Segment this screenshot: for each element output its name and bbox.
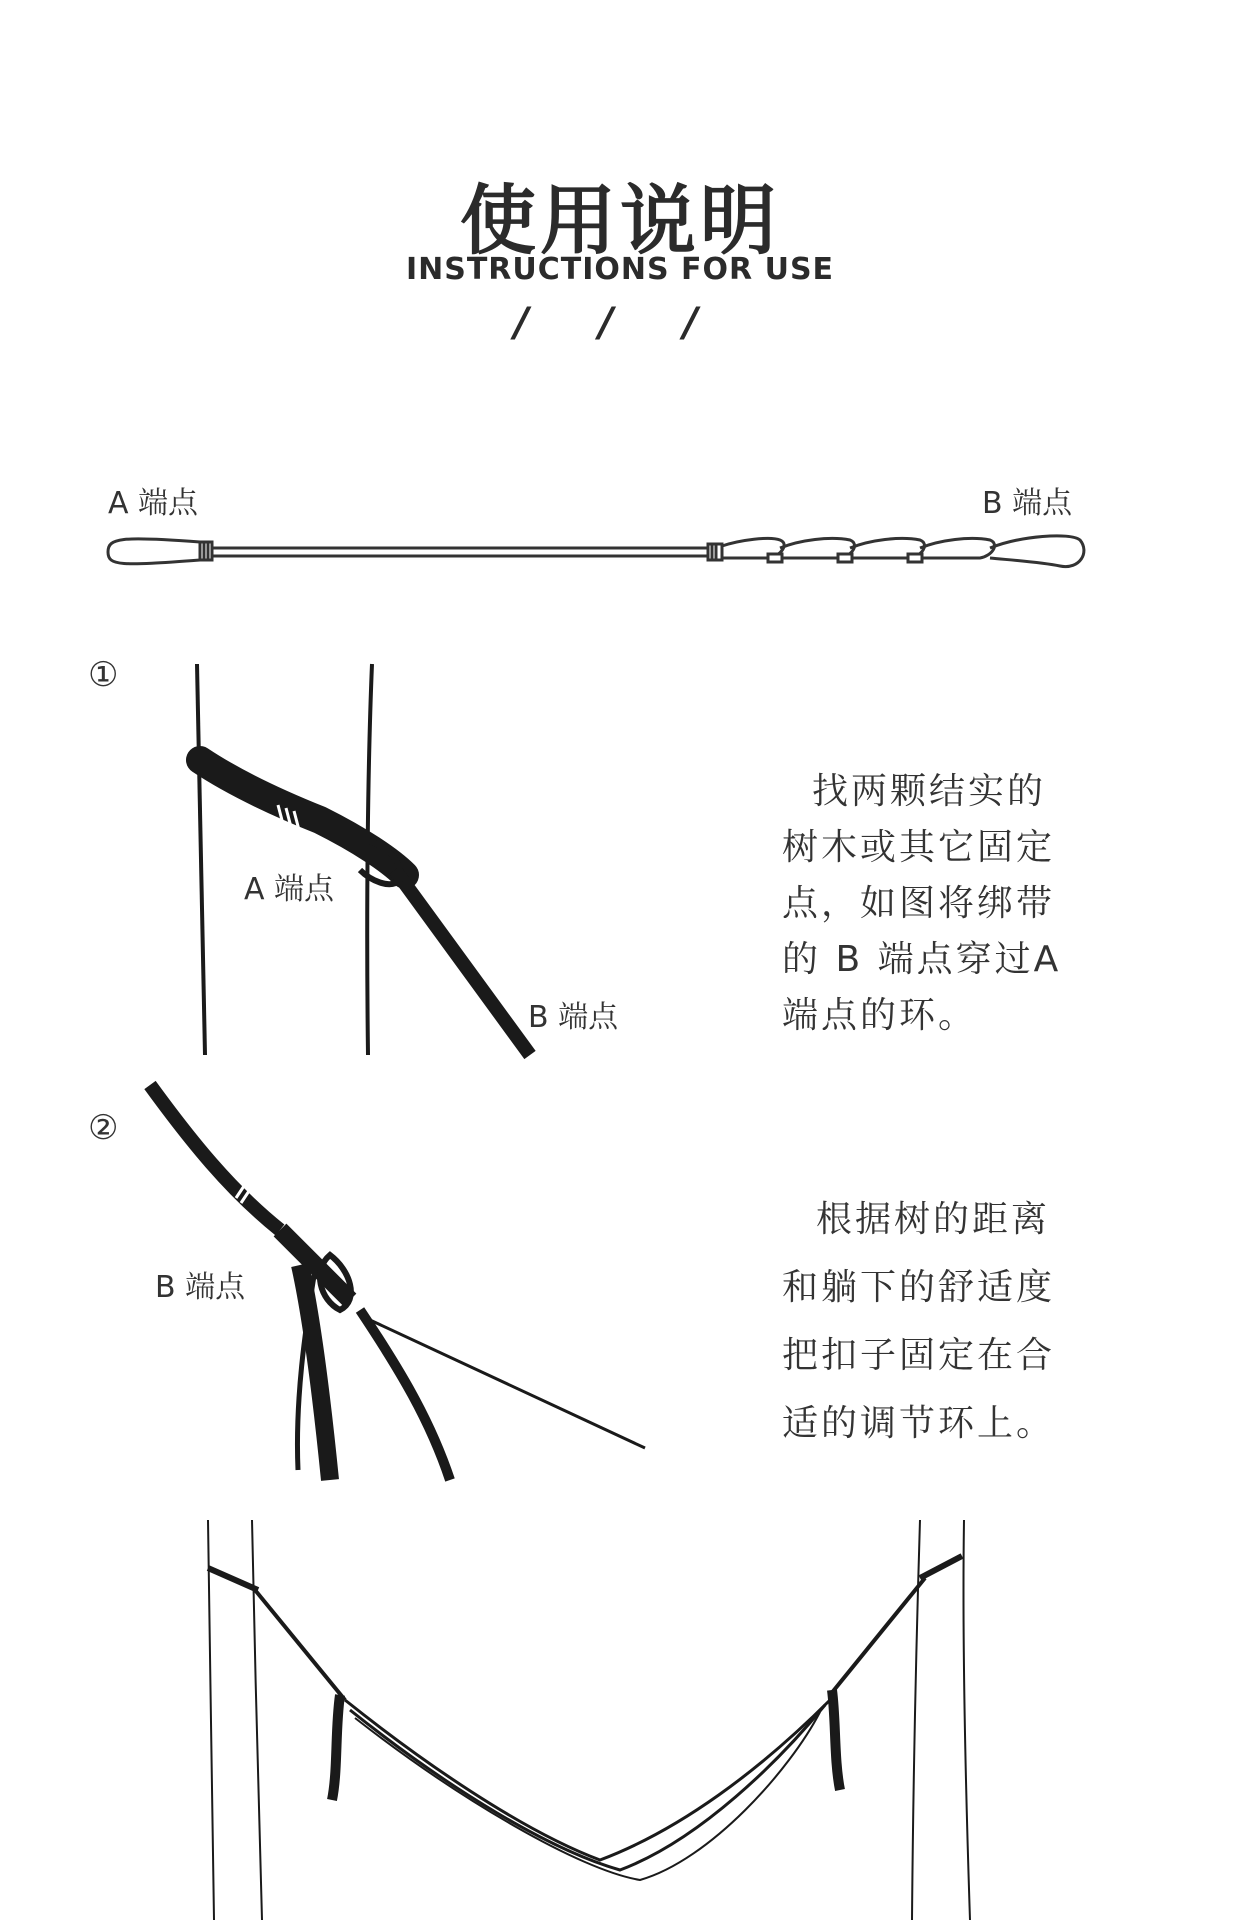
- step2-number: ②: [88, 1108, 119, 1148]
- step1-label-a: A 端点: [244, 872, 335, 907]
- page-subtitle: INSTRUCTIONS FOR USE: [405, 252, 835, 287]
- step2-description: 根据树的距离和躺下的舒适度把扣子固定在合适的调节环上。: [782, 1199, 1056, 1444]
- step1-diagram: [197, 664, 530, 1055]
- step2-label-b: B 端点: [155, 1270, 246, 1305]
- strap-label-a: A 端点: [108, 486, 199, 521]
- page-title: 使用说明: [460, 176, 780, 265]
- strap-label-b: B 端点: [982, 486, 1073, 521]
- strap-diagram: [108, 536, 1084, 567]
- step1-description: 找两颗结实的树木或其它固定点，如图将绑带的 B 端点穿过A端点的环。: [782, 771, 1062, 1036]
- step1-number: ①: [88, 655, 119, 695]
- step1-label-b: B 端点: [528, 1000, 619, 1035]
- decorative-ticks: / / /: [514, 300, 726, 346]
- hammock-diagram: [208, 1520, 970, 1920]
